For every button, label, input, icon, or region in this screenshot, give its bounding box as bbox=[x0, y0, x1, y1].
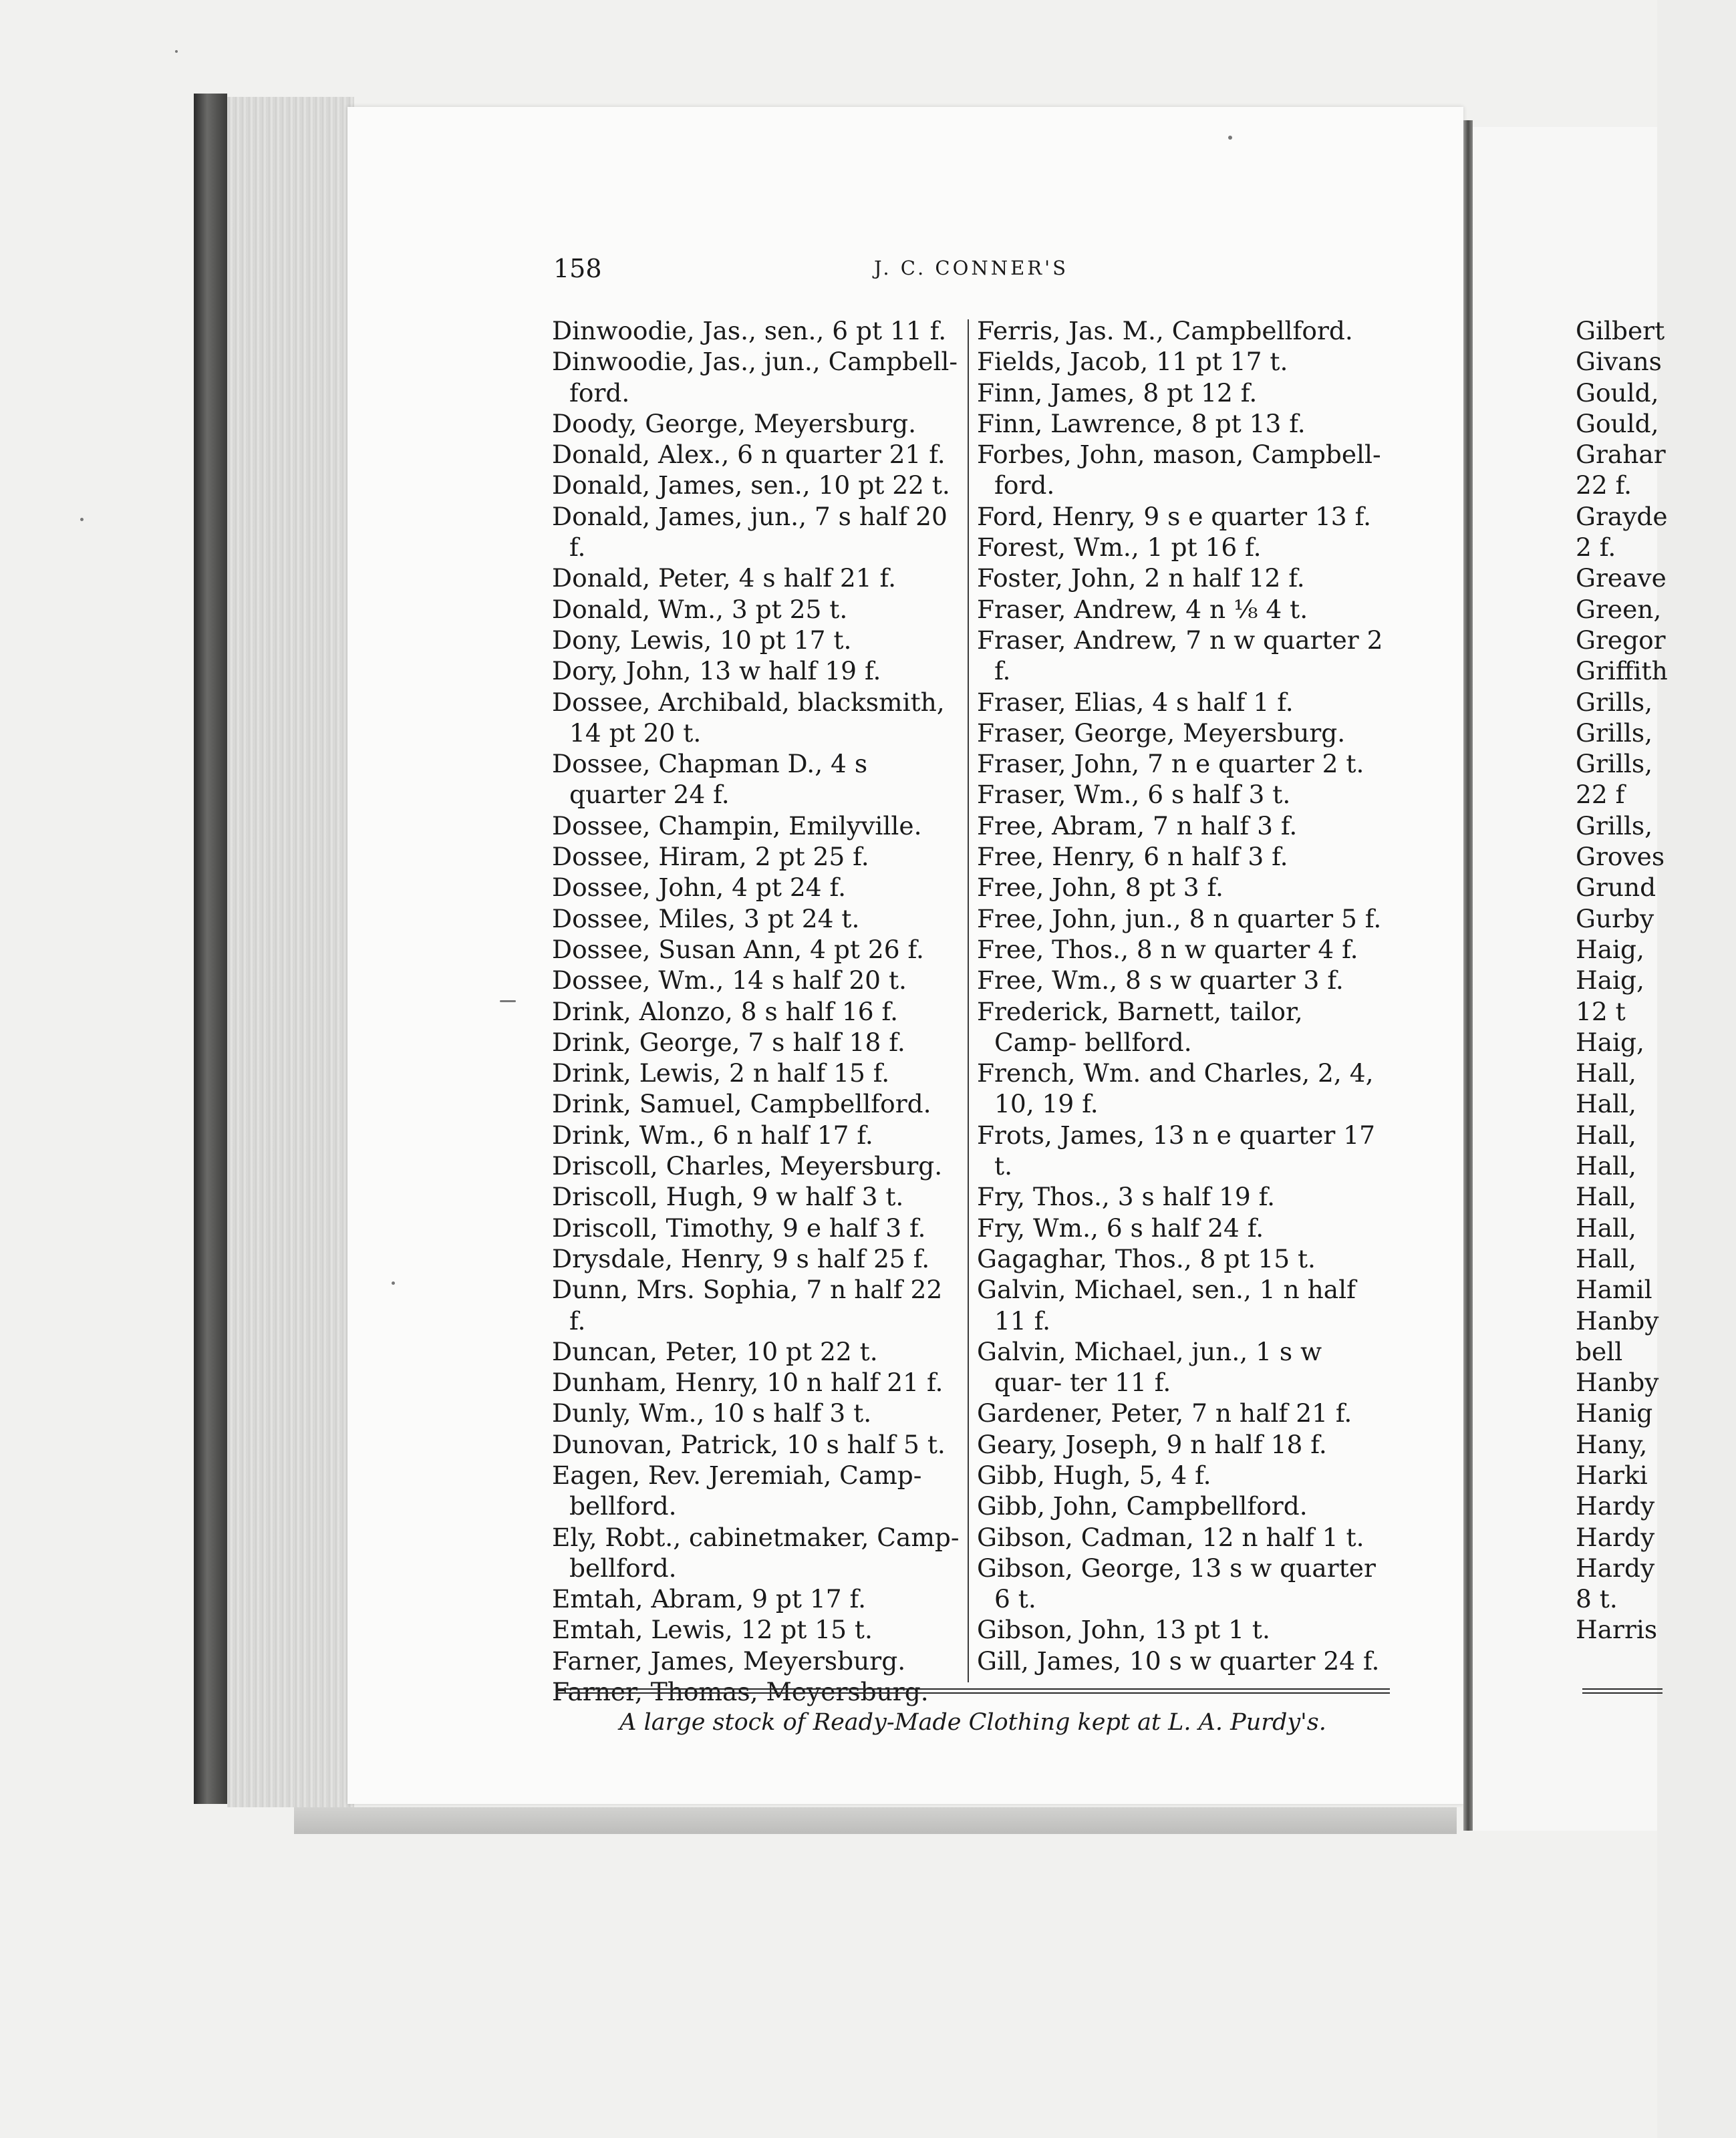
directory-entry: Driscoll, Charles, Meyersburg. bbox=[552, 1151, 943, 1181]
directory-entry: Hany, bbox=[1576, 1429, 1648, 1459]
directory-entry: Hall, bbox=[1576, 1243, 1636, 1273]
directory-entry: Galvin, Michael, sen., 1 n half 11 f. bbox=[977, 1275, 1356, 1336]
directory-entry: Free, Henry, 6 n half 3 f. bbox=[977, 842, 1288, 872]
directory-entry: Fields, Jacob, 11 pt 17 t. bbox=[977, 347, 1288, 377]
scan-speck bbox=[1228, 136, 1232, 140]
directory-entry: Frots, James, 13 n e quarter 17 t. bbox=[977, 1120, 1375, 1181]
directory-entry: Donald, Peter, 4 s half 21 f. bbox=[552, 563, 896, 593]
scan-speck bbox=[80, 518, 84, 521]
directory-entry: Hall, bbox=[1576, 1058, 1636, 1088]
directory-entry: Forbes, John, mason, Campbell- ford. bbox=[977, 440, 1381, 500]
directory-entry: Ferris, Jas. M., Campbellford. bbox=[977, 316, 1353, 345]
directory-entry: Gibb, John, Campbellford. bbox=[977, 1491, 1308, 1521]
directory-entry: Gibb, Hugh, 5, 4 f. bbox=[977, 1460, 1211, 1490]
directory-entry: Gibson, Cadman, 12 n half 1 t. bbox=[977, 1522, 1364, 1552]
directory-entry: Free, John, jun., 8 n quarter 5 f. bbox=[977, 903, 1382, 933]
directory-entry: Hanig bbox=[1576, 1398, 1653, 1428]
directory-entry: French, Wm. and Charles, 2, 4, 10, 19 f. bbox=[977, 1058, 1374, 1119]
running-head: J. C. CONNER'S bbox=[874, 257, 1068, 279]
scan-speck bbox=[175, 50, 178, 53]
directory-entry: 22 f bbox=[1576, 780, 1625, 810]
directory-column-right bbox=[977, 315, 1388, 1676]
directory-entry: Doody, George, Meyersburg. bbox=[552, 408, 917, 438]
directory-entry: Gould, bbox=[1576, 408, 1659, 438]
directory-entry: Grills, bbox=[1576, 749, 1653, 779]
directory-entry: Drink, Lewis, 2 n half 15 f. bbox=[552, 1058, 890, 1088]
directory-entry: Ford, Henry, 9 s e quarter 13 f. bbox=[977, 501, 1372, 531]
directory-entry: Emtah, Lewis, 12 pt 15 t. bbox=[552, 1615, 873, 1645]
directory-entry: Dunly, Wm., 10 s half 3 t. bbox=[552, 1398, 872, 1428]
directory-entry: Driscoll, Timothy, 9 e half 3 f. bbox=[552, 1213, 926, 1243]
directory-entry: Dossee, Hiram, 2 pt 25 f. bbox=[552, 842, 869, 872]
directory-entry: Dinwoodie, Jas., sen., 6 pt 11 f. bbox=[552, 316, 947, 345]
directory-entry: Gregor bbox=[1576, 625, 1666, 655]
directory-entry: Dony, Lewis, 10 pt 17 t. bbox=[552, 625, 852, 655]
directory-entry: Gurby bbox=[1576, 903, 1654, 933]
directory-entry: Ely, Robt., cabinetmaker, Camp- bellford. bbox=[552, 1522, 960, 1583]
directory-entry: Dossee, Wm., 14 s half 20 t. bbox=[552, 965, 907, 996]
directory-entry: Donald, James, jun., 7 s half 20 f. bbox=[552, 501, 948, 563]
directory-entry: Fraser, Wm., 6 s half 3 t. bbox=[977, 780, 1291, 810]
directory-entry: Dossee, Chapman D., 4 s quarter 24 f. bbox=[552, 749, 868, 810]
directory-entry: Farner, Thomas, Meyersburg. bbox=[552, 1677, 929, 1707]
directory-entry: Fraser, John, 7 n e quarter 2 t. bbox=[977, 749, 1364, 779]
book-gutter bbox=[1463, 120, 1473, 1831]
directory-entry: Gibson, George, 13 s w quarter 6 t. bbox=[977, 1553, 1376, 1614]
facing-footer-rule bbox=[1582, 1688, 1662, 1694]
directory-entry: Drink, Wm., 6 n half 17 f. bbox=[552, 1120, 873, 1150]
directory-column-left bbox=[552, 315, 963, 1707]
directory-entry: Gould, bbox=[1576, 377, 1659, 408]
directory-entry: Drysdale, Henry, 9 s half 25 f. bbox=[552, 1243, 930, 1273]
footer-rule bbox=[556, 1688, 1390, 1694]
directory-entry: Fraser, Andrew, 7 n w quarter 2 f. bbox=[977, 625, 1383, 686]
directory-entry: Dunovan, Patrick, 10 s half 5 t. bbox=[552, 1429, 946, 1459]
directory-entry: Haig, bbox=[1576, 965, 1644, 996]
directory-entry: Finn, Lawrence, 8 pt 13 f. bbox=[977, 408, 1306, 438]
directory-entry: Drink, Samuel, Campbellford. bbox=[552, 1089, 931, 1119]
column-divider bbox=[968, 319, 969, 1682]
directory-entry: Drink, Alonzo, 8 s half 16 f. bbox=[552, 996, 899, 1026]
directory-entry: bell bbox=[1576, 1336, 1623, 1366]
directory-entry: Free, Abram, 7 n half 3 f. bbox=[977, 810, 1298, 841]
directory-entry: Dossee, Susan Ann, 4 pt 26 f. bbox=[552, 934, 924, 964]
directory-entry: Gill, James, 10 s w quarter 24 f. bbox=[977, 1646, 1380, 1676]
page-stack-edge bbox=[227, 97, 354, 1807]
directory-entry: Finn, James, 8 pt 12 f. bbox=[977, 377, 1258, 408]
directory-entry: Greave bbox=[1576, 563, 1667, 593]
directory-entry: Haig, bbox=[1576, 934, 1644, 964]
directory-entry: Grills, bbox=[1576, 687, 1653, 717]
directory-entry: Driscoll, Hugh, 9 w half 3 t. bbox=[552, 1182, 904, 1212]
page-header bbox=[553, 254, 1375, 294]
directory-entry: Green, bbox=[1576, 594, 1662, 624]
directory-entry: Hall, bbox=[1576, 1120, 1636, 1150]
directory-entry: Grills, bbox=[1576, 810, 1653, 841]
directory-entry: Dossee, Archibald, blacksmith, 14 pt 20 t. bbox=[552, 687, 945, 748]
directory-entry: Free, Wm., 8 s w quarter 3 f. bbox=[977, 965, 1344, 996]
directory-entry: Foster, John, 2 n half 12 f. bbox=[977, 563, 1305, 593]
directory-entry: Galvin, Michael, jun., 1 s w quar- ter 11 f. bbox=[977, 1336, 1322, 1398]
directory-entry: Dossee, Champin, Emilyville. bbox=[552, 810, 922, 841]
directory-entry: Grills, bbox=[1576, 718, 1653, 748]
directory-entry: Dinwoodie, Jas., jun., Campbell- ford. bbox=[552, 347, 958, 408]
directory-entry: Gibson, John, 13 pt 1 t. bbox=[977, 1615, 1270, 1645]
directory-entry: Dossee, John, 4 pt 24 f. bbox=[552, 873, 846, 903]
directory-entry: Harris bbox=[1576, 1615, 1658, 1645]
directory-entry: Drink, George, 7 s half 18 f. bbox=[552, 1027, 905, 1057]
directory-entry: Duncan, Peter, 10 pt 22 t. bbox=[552, 1336, 878, 1366]
directory-entry: Hardy bbox=[1576, 1491, 1655, 1521]
directory-entry: Grahar bbox=[1576, 440, 1666, 470]
directory-entry: Groves bbox=[1576, 842, 1665, 872]
directory-entry: Dossee, Miles, 3 pt 24 t. bbox=[552, 903, 860, 933]
directory-entry: Givans bbox=[1576, 347, 1662, 377]
directory-entry: Hardy bbox=[1576, 1522, 1655, 1552]
page-number: 158 bbox=[553, 254, 602, 283]
scan-speck bbox=[392, 1281, 395, 1285]
book-spine-edge bbox=[194, 94, 227, 1804]
directory-entry: Fraser, Andrew, 4 n ⅛ 4 t. bbox=[977, 594, 1308, 624]
directory-entry: Hall, bbox=[1576, 1089, 1636, 1119]
directory-entry: 8 t. bbox=[1576, 1584, 1618, 1614]
directory-entry: Fraser, George, Meyersburg. bbox=[977, 718, 1346, 748]
directory-entry: Free, Thos., 8 n w quarter 4 f. bbox=[977, 934, 1358, 964]
directory-entry: Hall, bbox=[1576, 1151, 1636, 1181]
directory-entry: Harki bbox=[1576, 1460, 1648, 1490]
directory-entry: Forest, Wm., 1 pt 16 f. bbox=[977, 532, 1262, 563]
directory-entry: Dory, John, 13 w half 19 f. bbox=[552, 656, 881, 686]
directory-entry: Gagaghar, Thos., 8 pt 15 t. bbox=[977, 1243, 1316, 1273]
directory-entry: Eagen, Rev. Jeremiah, Camp- bellford. bbox=[552, 1460, 922, 1521]
directory-entry: Hall, bbox=[1576, 1182, 1636, 1212]
directory-entry: Geary, Joseph, 9 n half 18 f. bbox=[977, 1429, 1327, 1459]
directory-entry: Free, John, 8 pt 3 f. bbox=[977, 873, 1223, 903]
directory-entry: Emtah, Abram, 9 pt 17 f. bbox=[552, 1584, 866, 1614]
directory-entry: Donald, James, sen., 10 pt 22 t. bbox=[552, 470, 950, 500]
directory-entry: Hanby bbox=[1576, 1306, 1659, 1336]
directory-entry: Frederick, Barnett, tailor, Camp- bellford. bbox=[977, 996, 1303, 1057]
directory-entry: Hamil bbox=[1576, 1275, 1652, 1305]
directory-entry: Hall, bbox=[1576, 1213, 1636, 1243]
directory-entry: Fraser, Elias, 4 s half 1 f. bbox=[977, 687, 1294, 717]
directory-entry: 12 t bbox=[1576, 996, 1626, 1026]
page-stack-bottom bbox=[294, 1807, 1457, 1834]
directory-entry: 22 f. bbox=[1576, 470, 1632, 500]
directory-entry: Hardy bbox=[1576, 1553, 1655, 1583]
directory-entry: Gardener, Peter, 7 n half 21 f. bbox=[977, 1398, 1352, 1428]
directory-entry: Fry, Thos., 3 s half 19 f. bbox=[977, 1182, 1276, 1212]
directory-entry: Hanby bbox=[1576, 1368, 1659, 1398]
directory-entry: Grayde bbox=[1576, 501, 1668, 531]
directory-entry: Haig, bbox=[1576, 1027, 1644, 1057]
facing-page-column bbox=[1576, 315, 1736, 1646]
footer-advertisement: A large stock of Ready-Made Clothing kept at L. A. Purdy's. bbox=[619, 1709, 1326, 1736]
directory-entry: Griffith bbox=[1576, 656, 1668, 686]
directory-entry: 2 f. bbox=[1576, 532, 1616, 563]
directory-entry: Farner, James, Meyersburg. bbox=[552, 1646, 906, 1676]
directory-entry: Grund bbox=[1576, 873, 1656, 903]
scan-mark bbox=[500, 1000, 516, 1002]
directory-entry: Fry, Wm., 6 s half 24 f. bbox=[977, 1213, 1264, 1243]
directory-entry: Donald, Wm., 3 pt 25 t. bbox=[552, 594, 848, 624]
directory-entry: Dunn, Mrs. Sophia, 7 n half 22 f. bbox=[552, 1275, 943, 1336]
directory-entry: Dunham, Henry, 10 n half 21 f. bbox=[552, 1368, 944, 1398]
directory-entry: Donald, Alex., 6 n quarter 21 f. bbox=[552, 440, 946, 470]
directory-entry: Gilbert bbox=[1576, 316, 1665, 345]
